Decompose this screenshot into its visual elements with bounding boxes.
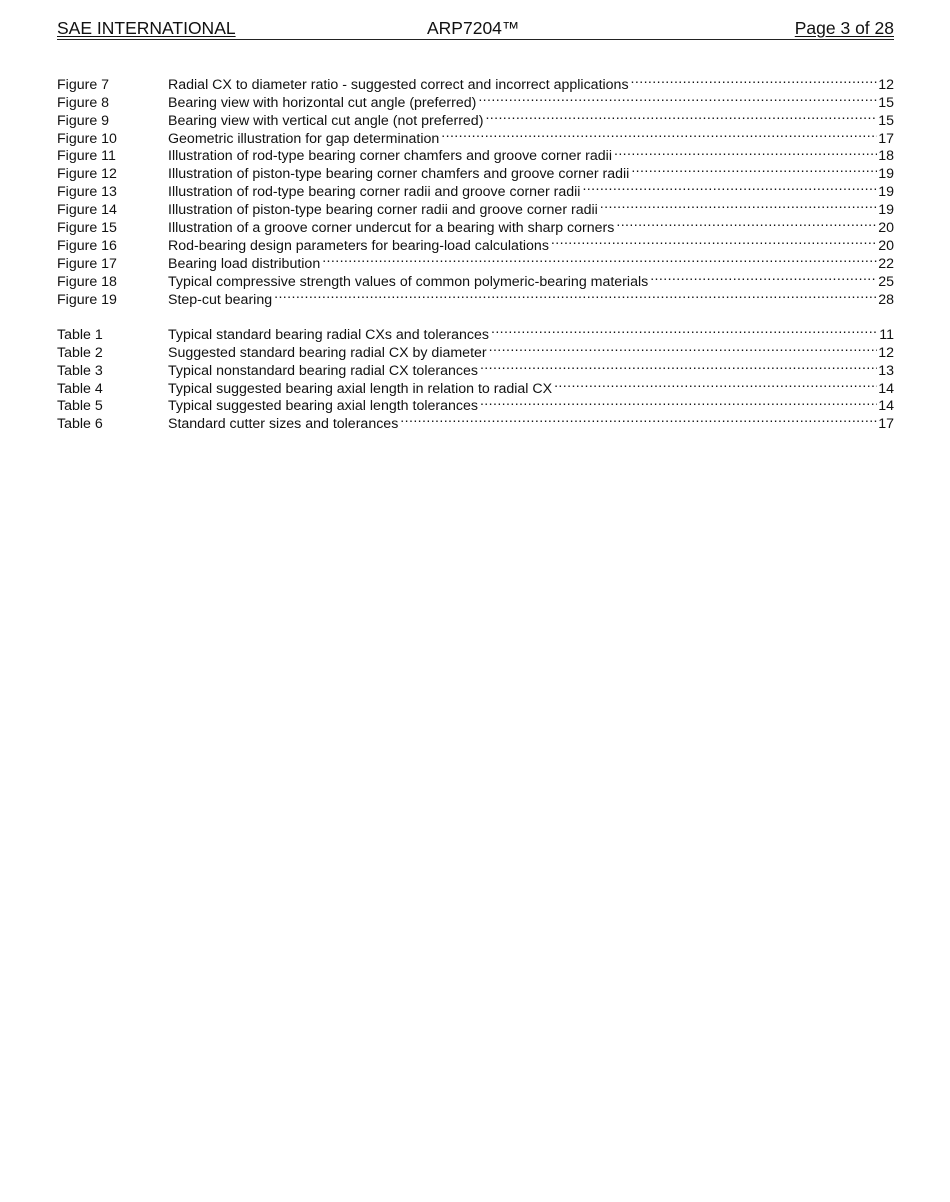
- toc-page-number: 11: [879, 326, 894, 343]
- list-of-figures: [57, 71, 894, 308]
- toc-label: Figure 15: [57, 220, 117, 237]
- toc-leader-dots: [322, 250, 877, 268]
- toc-label: Figure 8: [57, 94, 110, 111]
- toc-title: Illustration of rod-type bearing corner chamfers and groove corner radii: [168, 148, 612, 165]
- toc-label: Table 4: [57, 380, 103, 397]
- toc-label: Table 1: [57, 326, 103, 343]
- toc-label: Figure 16: [57, 237, 117, 254]
- toc-page-number: 20: [878, 237, 894, 254]
- toc-label: Table 2: [57, 344, 103, 361]
- toc-label: Figure 19: [57, 291, 117, 308]
- toc-title: Standard cutter sizes and tolerances: [168, 416, 399, 433]
- toc-leader-dots: [631, 160, 877, 178]
- toc-title: Rod-bearing design parameters for bearing-load calculations: [168, 237, 549, 254]
- toc-row-figure-7[interactable]: [57, 71, 894, 93]
- toc-label: Figure 10: [57, 130, 117, 147]
- toc-page-number: 12: [878, 344, 894, 361]
- toc-leader-dots: [631, 71, 878, 89]
- toc-leader-dots: [480, 357, 877, 375]
- toc-title: Suggested standard bearing radial CX by diameter: [168, 344, 487, 361]
- toc-leader-dots: [650, 268, 877, 286]
- toc-row-table-1[interactable]: [57, 321, 894, 343]
- toc-page-number: 19: [878, 184, 894, 201]
- toc-title: Typical suggested bearing axial length in relation to radial CX: [168, 380, 553, 397]
- header-organization: SAE INTERNATIONAL: [57, 18, 236, 38]
- toc-page-number: 22: [878, 255, 894, 272]
- toc-label: Figure 18: [57, 273, 117, 290]
- toc-leader-dots: [554, 375, 877, 393]
- header-document-id: ARP7204™: [427, 18, 520, 38]
- toc-label: Table 5: [57, 398, 103, 415]
- toc-title: Illustration of piston-type bearing corner chamfers and groove corner radii: [168, 166, 630, 183]
- toc-page-number: 14: [878, 398, 894, 415]
- toc-page-number: 19: [878, 202, 894, 219]
- toc-leader-dots: [441, 125, 877, 143]
- toc-label: Figure 9: [57, 112, 110, 129]
- toc-leader-dots: [489, 339, 878, 357]
- toc-leader-dots: [614, 143, 877, 161]
- toc-leader-dots: [480, 393, 877, 411]
- toc-page-number: 14: [878, 380, 894, 397]
- toc-page-number: 20: [878, 220, 894, 237]
- toc-leader-dots: [485, 107, 877, 125]
- toc-leader-dots: [478, 89, 877, 107]
- toc-title: Illustration of piston-type bearing corner radii and groove corner radii: [168, 202, 598, 219]
- toc-title: Typical suggested bearing axial length tolerances: [168, 398, 478, 415]
- toc-title: Radial CX to diameter ratio - suggested correct and incorrect applications: [168, 76, 629, 93]
- toc-label: Table 3: [57, 362, 103, 379]
- toc-title: Bearing load distribution: [168, 255, 321, 272]
- toc-title: Step-cut bearing: [168, 291, 273, 308]
- toc-title: Bearing view with horizontal cut angle (preferred): [168, 94, 477, 111]
- toc-leader-dots: [491, 321, 878, 339]
- toc-leader-dots: [600, 196, 877, 214]
- toc-page-number: 13: [878, 362, 894, 379]
- toc-label: Figure 14: [57, 202, 117, 219]
- toc-page-number: 15: [878, 94, 894, 111]
- toc-page-number: 12: [878, 76, 894, 93]
- toc-leader-dots: [616, 214, 877, 232]
- toc-title: Geometric illustration for gap determination: [168, 130, 440, 147]
- toc-label: Figure 11: [57, 148, 116, 165]
- toc-title: Typical compressive strength values of common polymeric-bearing materials: [168, 273, 649, 290]
- toc-label: Figure 17: [57, 255, 117, 272]
- page-header: [57, 17, 894, 40]
- toc-page-number: 28: [878, 291, 894, 308]
- toc-title: Typical standard bearing radial CXs and tolerances: [168, 326, 489, 343]
- toc-leader-dots: [582, 178, 877, 196]
- toc-page-number: 15: [878, 112, 894, 129]
- toc-title: Illustration of rod-type bearing corner radii and groove corner radii: [168, 184, 581, 201]
- toc-label: Figure 13: [57, 184, 117, 201]
- toc-label: Table 6: [57, 416, 103, 433]
- toc-leader-dots: [400, 410, 877, 428]
- toc-label: Figure 12: [57, 166, 117, 183]
- list-of-tables: [57, 321, 894, 433]
- toc-page-number: 25: [878, 273, 894, 290]
- toc-title: Typical nonstandard bearing radial CX tolerances: [168, 362, 478, 379]
- toc-label: Figure 7: [57, 76, 110, 93]
- toc-page-number: 17: [878, 416, 894, 433]
- toc-page-number: 18: [878, 148, 894, 165]
- toc-leader-dots: [551, 232, 877, 250]
- toc-title: Bearing view with vertical cut angle (not preferred): [168, 112, 484, 129]
- header-page-number: Page 3 of 28: [794, 18, 894, 38]
- toc-leader-dots: [274, 286, 877, 304]
- toc-title: Illustration of a groove corner undercut for a bearing with sharp corners: [168, 220, 615, 237]
- toc-page-number: 17: [878, 130, 894, 147]
- toc-page-number: 19: [878, 166, 894, 183]
